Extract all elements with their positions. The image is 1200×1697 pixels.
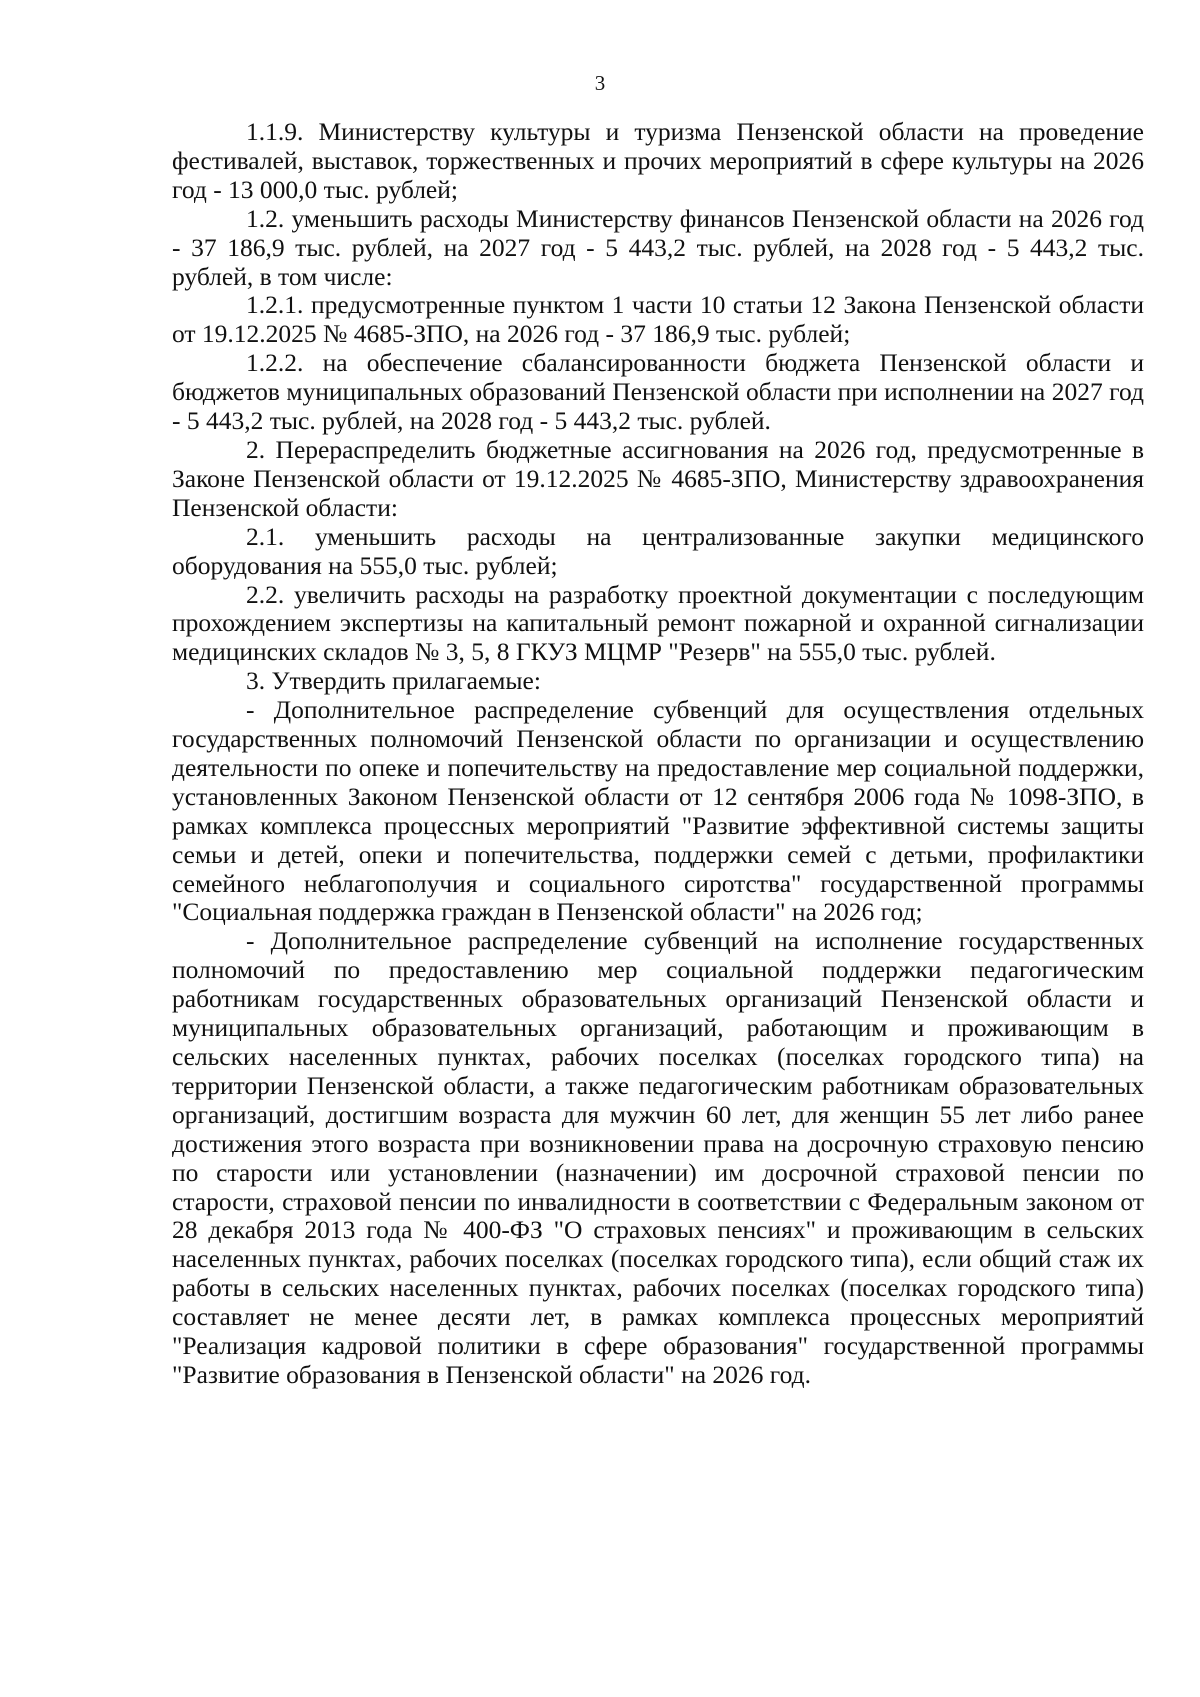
- paragraph-2: 2. Перераспределить бюджетные ассигнования на 2026 год, предусмотренные в Законе Пензенской области от 19.12.2025 № 4685-ЗПО, Министерству здравоохранения Пензенской области:: [172, 434, 1144, 522]
- paragraph-3-item-1: - Дополнительное распределение субвенций для осуществления отдельных государственных полномочий Пензенской области по организации и осуществлению деятельности по опеке и попечительству на предоставление мер социальной поддержки, установленных Законом Пензенской области от 12 сентября 2006 года № 1098-ЗПО, в рамках комплекса процессных мероприятий "Развитие эффективной системы защиты семьи и детей, опеки и попечительства, поддержки семей с детьми, профилактики семейного неблагополучия и социального сиротства" государственной программы "Социальная поддержка граждан в Пензенской области" на 2026 год;: [172, 695, 1144, 927]
- page-number: 3: [594, 71, 606, 95]
- paragraph-1-1-9: 1.1.9. Министерству культуры и туризма Пензенской области на проведение фестивалей, выставок, торжественных и прочих мероприятий в сфере культуры на 2026 год - 13 000,0 тыс. рублей;: [172, 117, 1144, 204]
- document-body: [172, 118, 1144, 1390]
- paragraph-1-2: 1.2. уменьшить расходы Министерству финансов Пензенской области на 2026 год - 37 186,9 тыс. рублей, на 2027 год - 5 443,2 тыс. рублей, на 2028 год - 5 443,2 тыс. рублей, в том числе:: [172, 203, 1144, 291]
- paragraph-2-1: 2.1. уменьшить расходы на централизованные закупки медицинского оборудования на 555,0 тыс. рублей;: [172, 521, 1144, 580]
- paragraph-1-2-2: 1.2.2. на обеспечение сбалансированности бюджета Пензенской области и бюджетов муниципальных образований Пензенской области при исполнении на 2027 год - 5 443,2 тыс. рублей, на 2028 год - 5 443,2 тыс. рублей.: [172, 348, 1144, 436]
- paragraph-3: 3. Утвердить прилагаемые:: [246, 666, 541, 696]
- paragraph-1-2-1: 1.2.1. предусмотренные пунктом 1 части 10 статьи 12 Закона Пензенской области от 19.12.2025 № 4685-ЗПО, на 2026 год - 37 186,9 тыс. рублей;: [172, 290, 1144, 349]
- paragraph-2-2: 2.2. увеличить расходы на разработку проектной документации с последующим прохождением экспертизы на капитальный ремонт пожарной и охранной сигнализации медицинских складов № 3, 5, 8 ГКУЗ МЦМР "Резерв" на 555,0 тыс. рублей.: [172, 579, 1144, 667]
- paragraph-3-item-2: - Дополнительное распределение субвенций на исполнение государственных полномочий по предоставлению мер социальной поддержки педагогическим работникам государственных образовательных организаций Пензенской области и муниципальных образовательных организаций, работающим и проживающим в сельских населенных пунктах, рабочих поселках (поселках городского типа) на территории Пензенской области, а также педагогическим работникам образовательных организаций, достигшим возраста для мужчин 60 лет, для женщин 55 лет либо ранее достижения этого возраста при возникновении права на досрочную страховую пенсию по старости или установлении (назначении) им досрочной страховой пенсии по старости, страховой пенсии по инвалидности в соответствии с Федеральным законом от 28 декабря 2013 года № 400-ФЗ "О страховых пенсиях" и проживающим в сельских населенных пунктах, рабочих поселках (поселках городского типа), если общий стаж их работы в сельских населенных пунктах, рабочих поселках (поселках городского типа) составляет не менее десяти лет, в рамках комплекса процессных мероприятий "Реализация кадровой политики в сфере образования" государственной программы "Развитие образования в Пензенской области" на 2026 год.: [172, 926, 1144, 1389]
